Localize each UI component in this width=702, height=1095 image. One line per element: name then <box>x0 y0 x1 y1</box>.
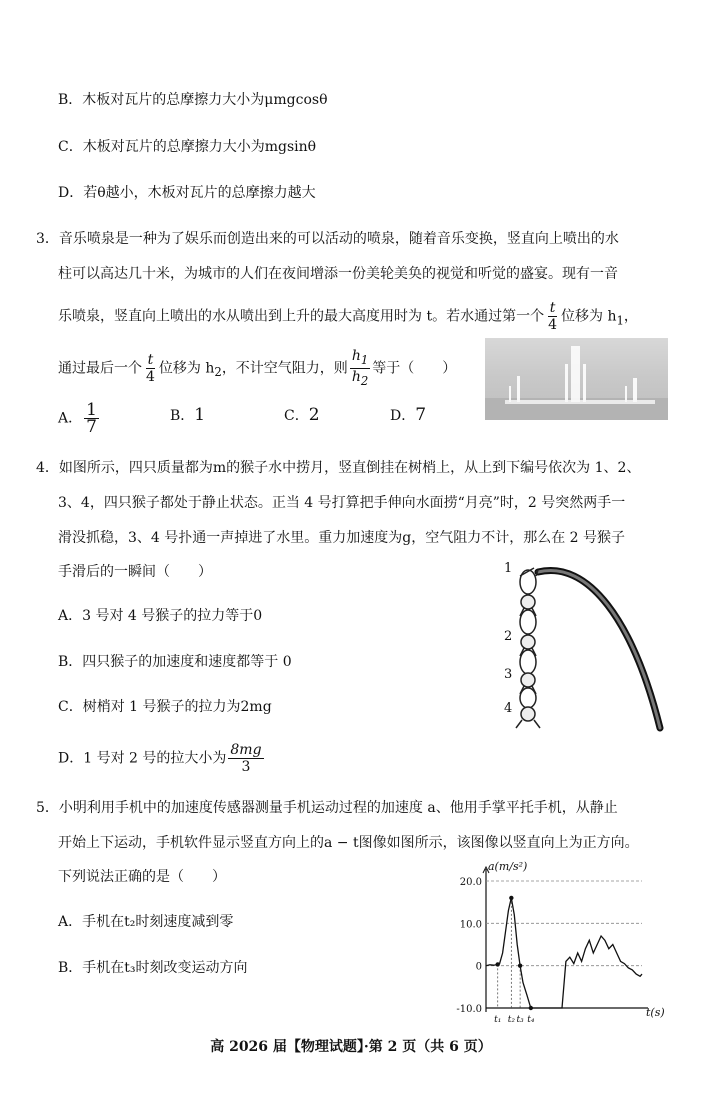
q3-text: ， <box>623 308 638 325</box>
q5-option-b: B．手机在t₃时刻改变运动方向 <box>58 960 248 976</box>
q3-option-b: B．1 <box>170 405 206 425</box>
monkey-chain <box>516 568 540 728</box>
q3-text: ，不计空气阻力，则 <box>221 360 348 377</box>
monkey-label: 4 <box>504 701 513 716</box>
monkey-label: 2 <box>504 629 513 644</box>
subscript: 2 <box>214 365 222 380</box>
q3-stem-line3 <box>58 300 638 333</box>
q5-stem-line1: 5．小明利用手机中的加速度传感器测量手机运动过程的加速度 a、他用手掌平托手机，从静止 <box>36 800 618 816</box>
series-line <box>486 898 642 1008</box>
fraction-1-over-7: $\frac{1}{7}$ <box>86 400 97 437</box>
q5-stem-line3: 下列说法正确的是（ ） <box>58 869 226 885</box>
x-tick-label: t₁ <box>494 1015 502 1025</box>
q3-stem-line2: 柱可以高达几十米，为城市的人们在夜间增添一份美轮美奂的视觉和听觉的盛宴。现有一音 <box>58 266 618 282</box>
q4-option-b: B．四只猴子的加速度和速度都等于 0 <box>58 654 292 670</box>
y-tick-label: 0 <box>475 961 482 973</box>
q4-stem-line1: 4．如图所示，四只质量都为m的猴子水中捞月，竖直倒挂在树梢上，从上到下编号依次为 1、2、 <box>36 460 641 476</box>
y-tick-label: 10.0 <box>459 919 482 931</box>
q5-option-a: A．手机在t₂时刻速度减到零 <box>58 914 234 930</box>
acceleration-time-chart <box>440 856 672 1034</box>
fraction-t-over-4: $\frac{t}{4}$ <box>146 351 155 385</box>
fraction-8mg-over-3: $\frac{8mg}{3}$ <box>230 742 262 775</box>
q2-option-c: C．木板对瓦片的总摩擦力大小为mgsinθ <box>58 139 317 155</box>
q3-stem-line4 <box>58 348 456 389</box>
q3-text: 等于（ ） <box>372 360 457 377</box>
q2-option-d: D．若θ越小，木板对瓦片的总摩擦力越大 <box>58 185 316 201</box>
t-mark-point <box>529 1006 533 1010</box>
q3-text: 位移为 h <box>561 308 617 325</box>
y-tick-label: -10.0 <box>456 1004 482 1015</box>
q3-option-c: C．2 <box>284 405 320 425</box>
monkey-label: 1 <box>504 561 513 576</box>
q4-stem-line3: 滑没抓稳，3、4 号扑通一声掉进了水里。重力加速度为g，空气阻力不计，那么在 2 号猴子 <box>58 530 626 546</box>
q3-text: 通过最后一个 <box>58 360 142 377</box>
fraction-t-over-4: $\frac{t}{4}$ <box>548 300 557 333</box>
x-tick-label: t₄ <box>527 1015 535 1025</box>
monkey-icon <box>516 686 540 728</box>
q4-option-c: C．树梢对 1 号猴子的拉力为2mg <box>58 699 272 715</box>
q3-option-a: A． $\frac{1}{7}$ <box>58 400 97 437</box>
x-tick-label: t₂ <box>507 1015 515 1025</box>
monkey-branch-figure <box>498 560 668 735</box>
monkey-label: 3 <box>504 667 513 682</box>
q3-text: 乐喷泉，竖直向上喷出的水从喷出到上升的最大高度用时为 t。若水通过第一个 <box>58 308 545 325</box>
q3-stem-line1: 3．音乐喷泉是一种为了娱乐而创造出来的可以活动的喷泉，随着音乐变换，竖直向上喷出的水 <box>36 231 619 247</box>
q4-stem-line4: 手滑后的一瞬间（ ） <box>58 564 212 580</box>
q3-text: 位移为 h <box>158 360 215 377</box>
monkey-icon <box>520 608 536 649</box>
t-mark-point <box>518 963 522 967</box>
x-axis-label: t(s) <box>646 1006 665 1019</box>
q2-option-b: B．木板对瓦片的总摩擦力大小为μmgcosθ <box>58 92 328 108</box>
y-axis-label: a(m/s²) <box>488 860 528 873</box>
t-mark-point <box>509 896 513 900</box>
fountain-photo <box>485 338 668 420</box>
y-tick-label: 20.0 <box>459 877 482 888</box>
q4-option-a: A．3 号对 4 号猴子的拉力等于0 <box>58 608 263 624</box>
q4-option-d: D．1 号对 2 号的拉大小为 $\frac{8mg}{3}$ <box>58 742 262 775</box>
q4-stem-line2: 3、4，四只猴子都处于静止状态。正当 4 号打算把手伸向水面捞“月亮”时，2 号突然两手一 <box>58 495 626 511</box>
q5-stem-line2: 开始上下运动，手机软件显示竖直方向上的a − t图像如图所示，该图像以竖直向上为正方向。 <box>58 835 639 851</box>
monkey-icon <box>520 648 536 687</box>
q3-option-d: D．7 <box>390 405 427 425</box>
page-footer: 高 2026 届【物理试题】·第 2 页（共 6 页） <box>210 1039 492 1055</box>
t-mark-point <box>496 962 500 966</box>
fraction-h1-over-h2: $\frac{h_1}{h_2}$ <box>351 348 369 388</box>
x-tick-label: t₃ <box>516 1015 524 1025</box>
subscript: 1 <box>616 313 624 328</box>
